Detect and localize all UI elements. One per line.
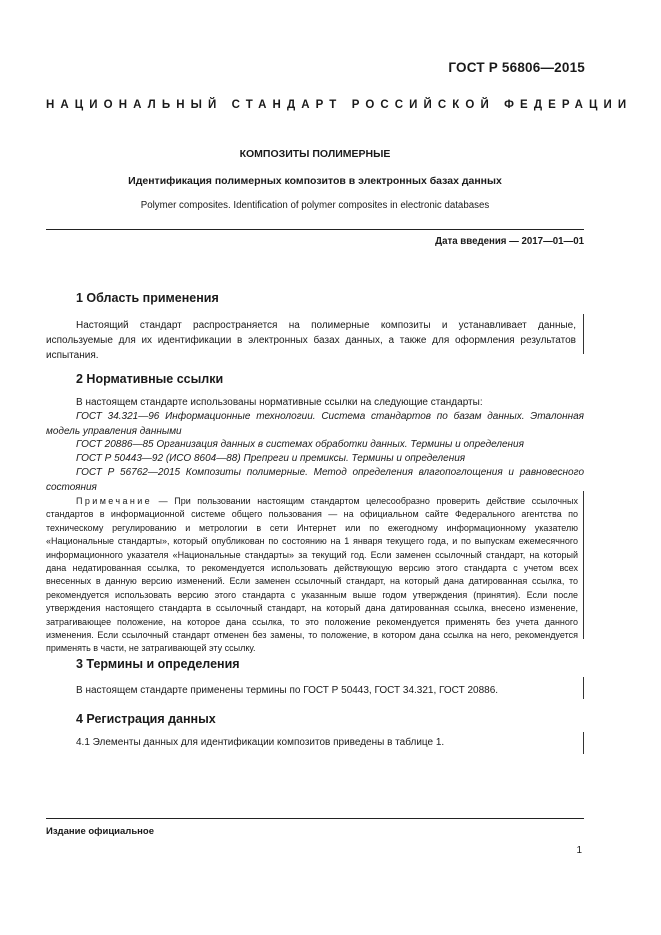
normative-reference: ГОСТ Р 50443—92 (ИСО 8604—88) Препреги и премиксы. Термины и определения bbox=[76, 453, 466, 464]
change-bar bbox=[583, 677, 584, 699]
note-text: — При пользовании настоящим стандартом целесообразно проверить действие ссылочных стандартов в информационной системе общего пользования — на официальном сайте Федерального агентства по техническому регулированию и метрологии в сети Интернет или по ежегодному информационному указателю «Национальные стандарты», который опубликован по состоянию на 1 января текущего года, и по выпускам ежемесячного информационного указателя «Национальные стандарты» за текущий год. Если заменен ссылочный стандарт, на который дана недатированная ссылка, то рекомендуется использовать действующую версию этого стандарта с учетом всех внесенных в данную версию изменений. Если заменен ссылочный стандарт, на который дана датированная ссылка, то рекомендуется использовать версию этого стандарта с указанным выше годом утверждения (принятия). Если после утверждения настоящего стандарта в ссылочный стандарт, на который дана датированная ссылка, внесено изменение, затрагивающее положение, на которое дана ссылка, то это положение рекомендуется применять без учета данного изменения. Если ссылочный стандарт отменен без замены, то положение, в котором дана ссылка на него, рекомендуется применять в части, не затрагивающей эту ссылку. bbox=[46, 496, 578, 654]
national-standard-heading: НАЦИОНАЛЬНЫЙ СТАНДАРТ РОССИЙСКОЙ ФЕДЕРАЦИИ bbox=[46, 99, 633, 111]
edition-label: Издание официальное bbox=[46, 826, 154, 837]
introduction-date: Дата введения — 2017—01—01 bbox=[435, 236, 584, 247]
section-2-intro: В настоящем стандарте использованы нормативные ссылки на следующие стандарты: bbox=[76, 397, 483, 408]
section-4-heading: 4 Регистрация данных bbox=[76, 712, 216, 726]
section-3-text: В настоящем стандарте применены термины по ГОСТ Р 50443, ГОСТ 34.321, ГОСТ 20886. bbox=[76, 685, 499, 696]
normative-reference: ГОСТ Р 56762—2015 Композиты полимерные. Метод определения влагопоглощения и равновесного состояния bbox=[46, 467, 584, 493]
section-1-text: Настоящий стандарт распространяется на полимерные композиты и устанавливает данные, используемые для их идентификации в электронных базах данных, а также для оформления результатов испытания. bbox=[46, 320, 576, 361]
document-number: ГОСТ Р 56806—2015 bbox=[448, 60, 585, 75]
document-title: КОМПОЗИТЫ ПОЛИМЕРНЫЕ bbox=[239, 148, 391, 160]
document-subtitle: Идентификация полимерных композитов в электронных базах данных bbox=[128, 175, 502, 187]
change-bar bbox=[583, 314, 584, 354]
footer-divider bbox=[46, 818, 584, 819]
normative-reference: ГОСТ 34.321—96 Информационные технологии. Система стандартов по базам данных. Эталонная модель управления данными bbox=[46, 411, 584, 437]
note-label: Примечание bbox=[76, 496, 153, 506]
section-3-heading: 3 Термины и определения bbox=[76, 657, 240, 671]
document-title-english: Polymer composites. Identification of polymer composites in electronic databases bbox=[140, 200, 490, 211]
note-block bbox=[46, 495, 578, 656]
normative-reference: ГОСТ 20886—85 Организация данных в системах обработки данных. Термины и определения bbox=[76, 439, 524, 450]
section-1-heading: 1 Область применения bbox=[76, 291, 219, 305]
change-bar bbox=[583, 491, 584, 639]
title-divider bbox=[46, 229, 584, 230]
page-number: 1 bbox=[576, 845, 582, 856]
section-2-heading: 2 Нормативные ссылки bbox=[76, 372, 224, 386]
section-4-text: 4.1 Элементы данных для идентификации композитов приведены в таблице 1. bbox=[76, 737, 445, 748]
change-bar bbox=[583, 732, 584, 754]
